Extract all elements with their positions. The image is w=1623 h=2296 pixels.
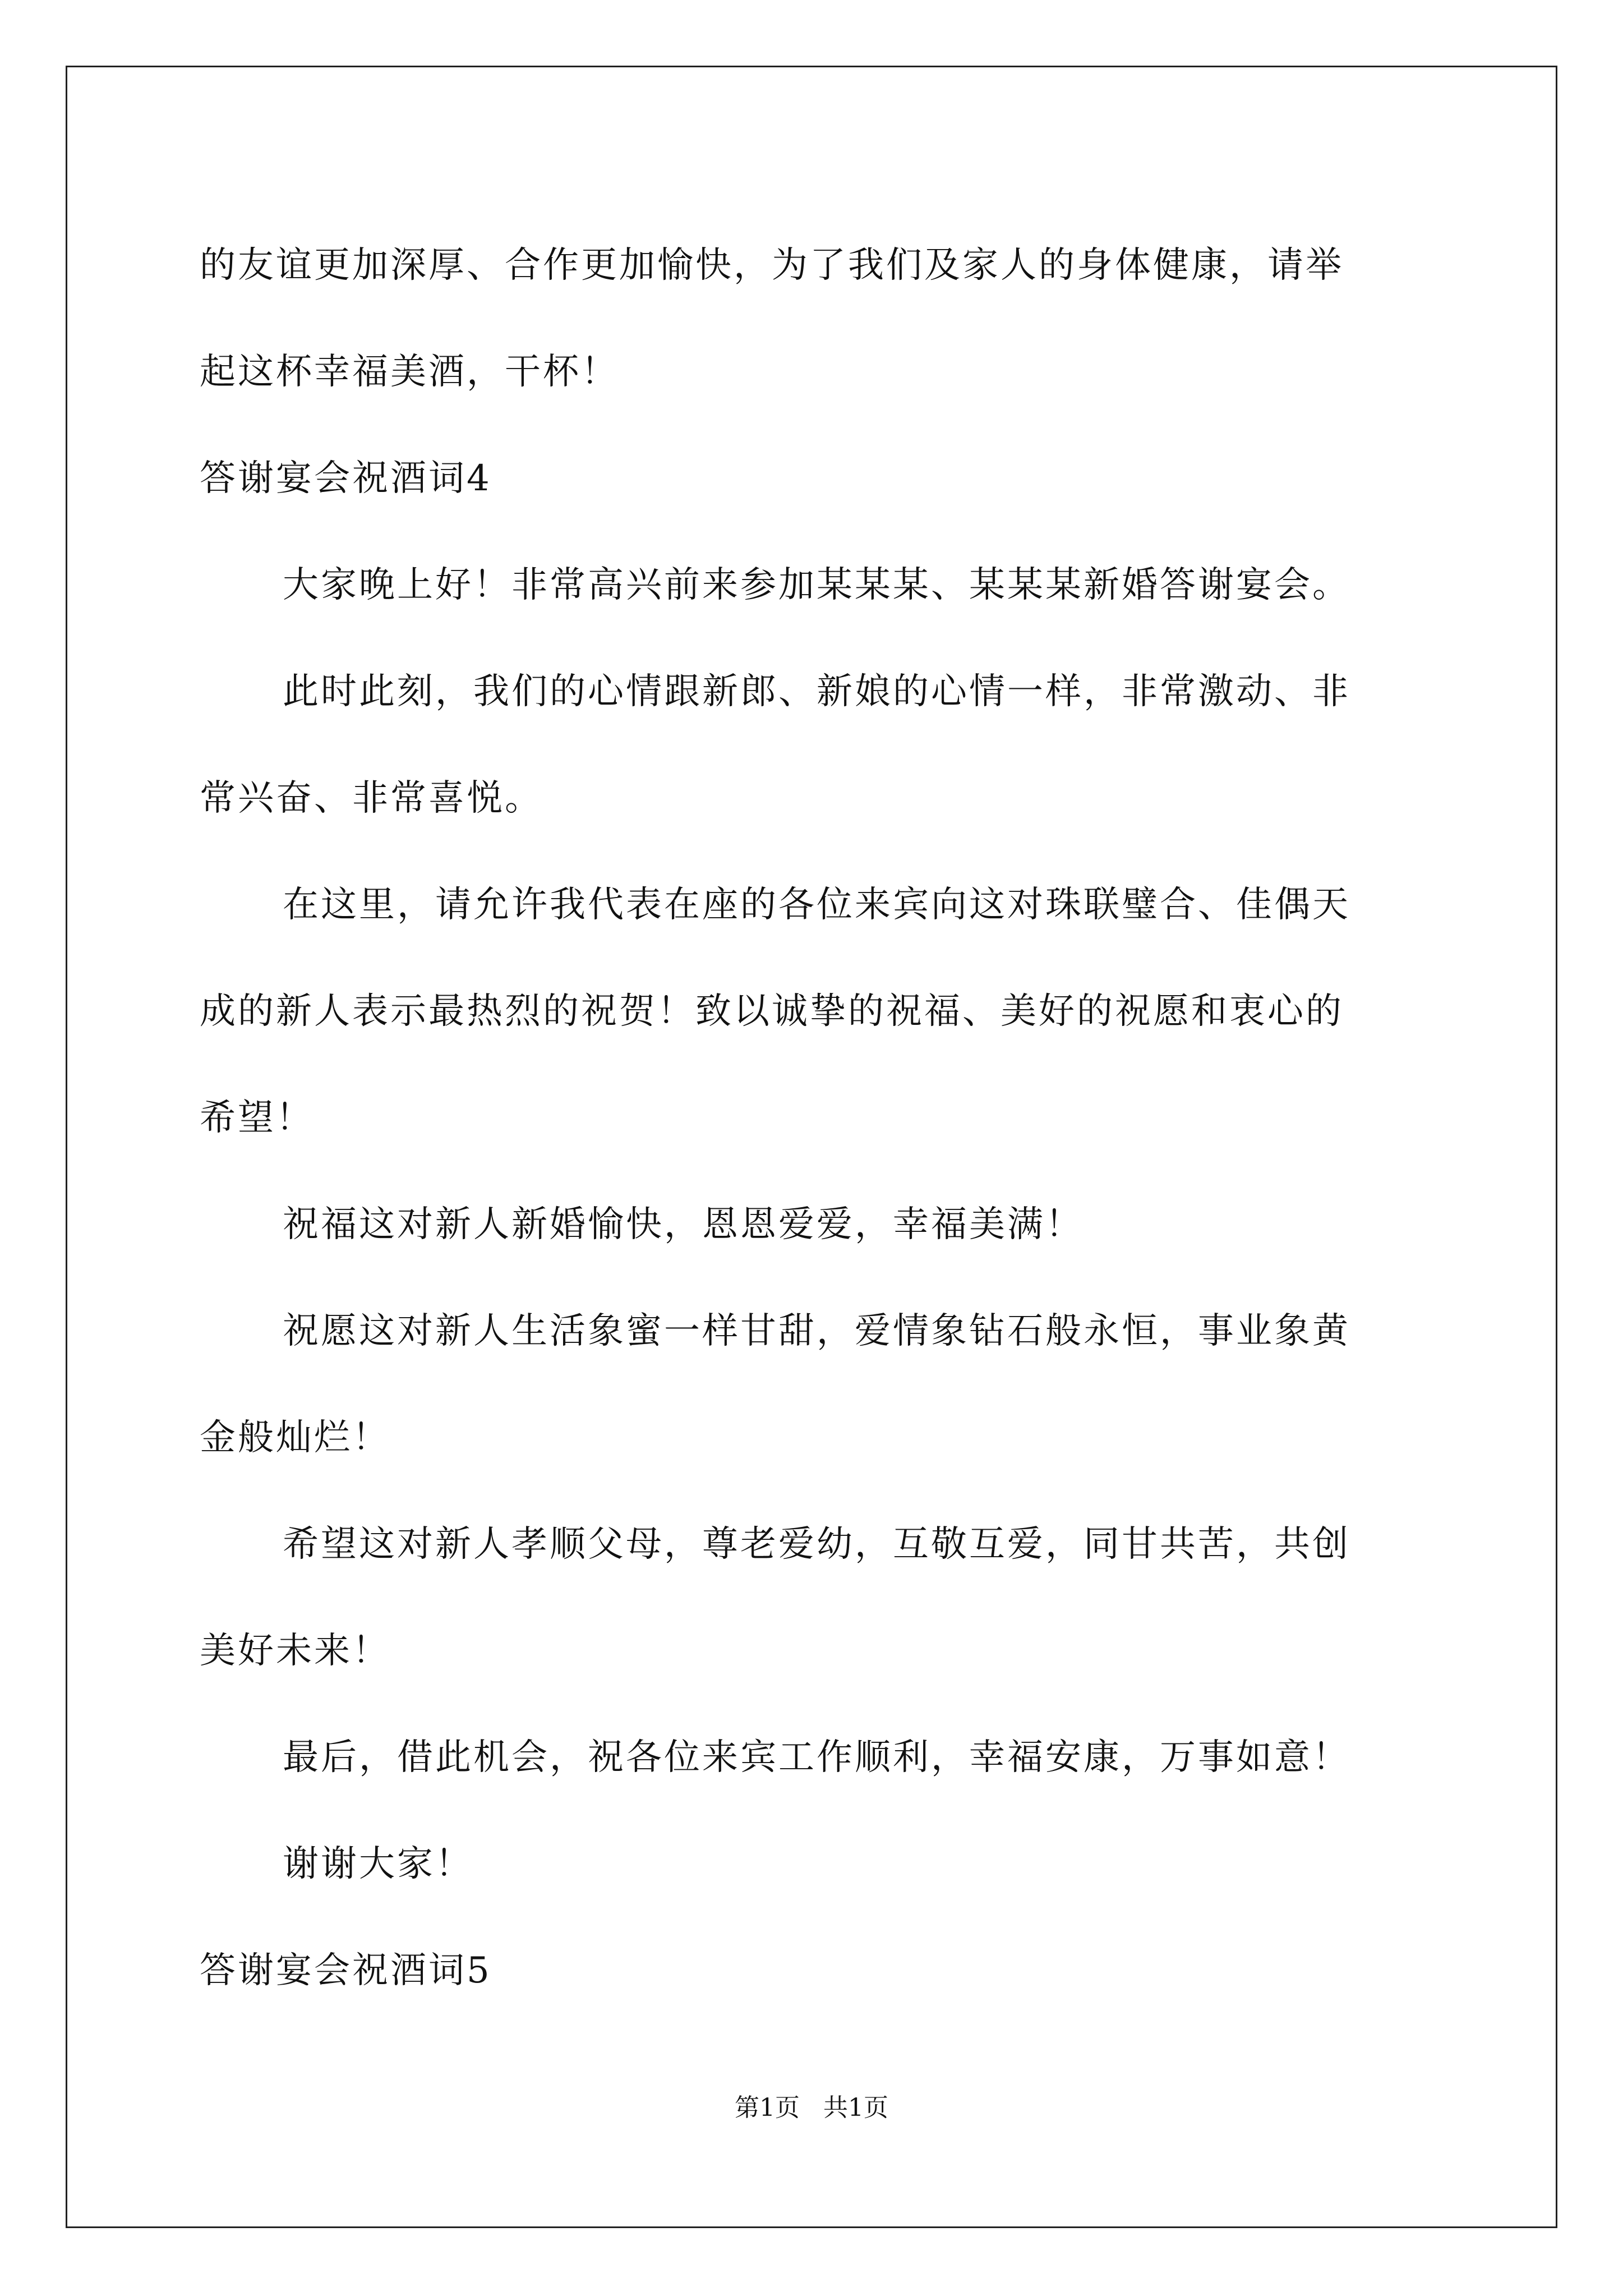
text-line: 成的新人表示最热烈的祝贺！致以诚挚的祝福、美好的祝愿和衷心的 xyxy=(200,991,1344,1032)
paragraph-line: 谢谢大家！ xyxy=(283,1843,473,1885)
text-line: 的友谊更加深厚、合作更加愉快，为了我们及家人的身体健康，请举 xyxy=(200,245,1344,286)
text-line: 起这杯幸福美酒，干杯！ xyxy=(200,351,619,393)
paragraph-line: 最后，借此机会，祝各位来宾工作顺利，幸福安康，万事如意！ xyxy=(283,1737,1350,1778)
text-line: 希望！ xyxy=(200,1097,314,1139)
paragraph-line: 希望这对新人孝顺父母，尊老爱幼，互敬互爱，同甘共苦，共创 xyxy=(283,1524,1350,1565)
paragraph-line: 此时此刻，我们的心情跟新郎、新娘的心情一样，非常激动、非 xyxy=(283,671,1350,712)
text-line: 美好未来！ xyxy=(200,1630,390,1672)
document-body xyxy=(200,212,1428,2024)
paragraph-line: 在这里，请允许我代表在座的各位来宾向这对珠联璧合、佳偶天 xyxy=(283,884,1350,926)
section-heading: 答谢宴会祝酒词5 xyxy=(200,1950,492,1991)
paragraph-line: 祝愿这对新人生活象蜜一样甘甜，爱情象钻石般永恒，事业象黄 xyxy=(283,1310,1350,1352)
text-line: 金般灿烂！ xyxy=(200,1417,390,1458)
paragraph-line: 大家晚上好！非常高兴前来参加某某某、某某某新婚答谢宴会。 xyxy=(283,564,1350,606)
page-number-footer: 第1页 共1页 xyxy=(735,2093,888,2122)
text-line: 常兴奋、非常喜悦。 xyxy=(200,777,543,819)
section-heading: 答谢宴会祝酒词4 xyxy=(200,458,492,499)
paragraph-line: 祝福这对新人新婚愉快，恩恩爱爱，幸福美满！ xyxy=(283,1204,1083,1245)
